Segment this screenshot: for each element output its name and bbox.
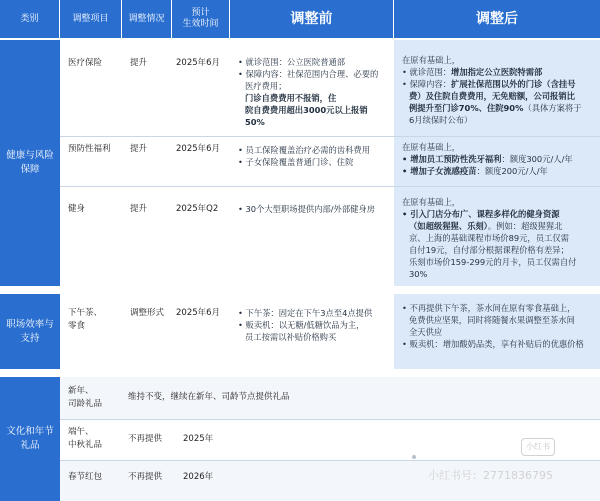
header-status: 调整情况	[122, 0, 172, 38]
after-afternoon-tea: • 不再提供下午茶，茶水间在原有零食基础上， 免费供应坚果，同时将随餐水果调整至茶水间 全天供应 • 贩卖机：增加酸奶品类，享有补贴后的优惠价格	[394, 294, 600, 369]
category-efficiency: 职场效率与 支持	[0, 294, 60, 369]
item-newyear-gift: 新年、 司龄礼品	[68, 386, 103, 409]
watermark-id: 小红书号：2771836795	[428, 469, 553, 482]
watermark-dot	[412, 455, 416, 459]
after-medical: 在原有基础上， • 就诊范围：增加指定公立医院特需部 • 保障内容：扩展社保范围以外的门诊（含挂号 费）及住院自费费用，无免赔额，公司报销比 例提升至门诊70%、住院90%（具体方案将于 6月续保时公布）	[394, 40, 600, 136]
status-fitness: 提升	[130, 204, 148, 214]
item-preventive: 预防性福利	[68, 144, 111, 154]
date-fitness: 2025年Q2	[176, 204, 219, 214]
date-festival-gift: 2025年	[183, 434, 214, 444]
table-header	[0, 0, 600, 38]
before-fitness: • 30个大型职场提供内部/外部健身房	[232, 199, 392, 223]
category-health: 健康与风险 保障	[0, 40, 60, 286]
item-fitness: 健身	[68, 204, 86, 214]
note-newyear-gift: 维持不变，继续在新年、司龄节点提供礼品	[128, 392, 290, 402]
date-spring-red-packet: 2026年	[183, 472, 214, 482]
item-afternoon-tea: 下午茶、 零食	[68, 308, 103, 331]
before-afternoon-tea: • 下午茶：固定在下午3点至4点提供 • 贩卖机：以无糖/低糖饮品为主， 员工按需以补贴价格购买	[232, 303, 392, 353]
status-festival-gift: 不再提供	[128, 434, 163, 444]
before-preventive: • 员工保险覆盖治疗必需的齿科费用 • 子女保险覆盖普通门诊、住院	[232, 140, 392, 180]
header-effective-date: 预计 生效时间	[172, 0, 230, 38]
after-preventive: 在原有基础上， • 增加员工预防性洗牙福利：额度300元/人/年 • 增加子女流感疫苗：额度200元/人/年	[394, 137, 600, 186]
date-medical: 2025年6月	[176, 58, 221, 68]
item-spring-red-packet: 春节红包	[68, 472, 103, 482]
header-after: 调整后	[394, 0, 600, 38]
header-item: 调整项目	[60, 0, 122, 38]
date-afternoon-tea: 2025年6月	[176, 308, 221, 318]
status-medical: 提升	[130, 58, 148, 68]
date-preventive: 2025年6月	[176, 144, 221, 154]
status-preventive: 提升	[130, 144, 148, 154]
item-medical: 医疗保险	[68, 58, 103, 68]
section-gap	[0, 286, 600, 294]
after-fitness: 在原有基础上， • 引入门店分布广、课程多样化的健身资源 （如超级猩猩、乐刻）。例如：超级猩猩北 京、上海的基础课程市场价89元，员工仅需 自付19元，自付部分根据课程价格有差异； 乐刻市场价159-299元的月卡，员工仅需自付 30%	[394, 187, 600, 286]
status-spring-red-packet: 不再提供	[128, 472, 163, 482]
section-gap	[0, 369, 600, 377]
watermark-logo: 小红书	[521, 438, 555, 456]
status-afternoon-tea: 调整形式	[130, 308, 165, 318]
before-medical: • 就诊范围：公立医院普通部 • 保障内容：社保范围内合理、必要的 医疗费用； 门诊自费费用不报销，住 院自费费用超出3000元以上报销50%	[232, 52, 392, 128]
header-category: 类别	[0, 0, 60, 38]
category-culture: 文化和年节 礼品	[0, 377, 60, 501]
item-festival-gift: 端午、 中秋礼品	[68, 427, 103, 450]
header-before: 调整前	[230, 0, 394, 38]
